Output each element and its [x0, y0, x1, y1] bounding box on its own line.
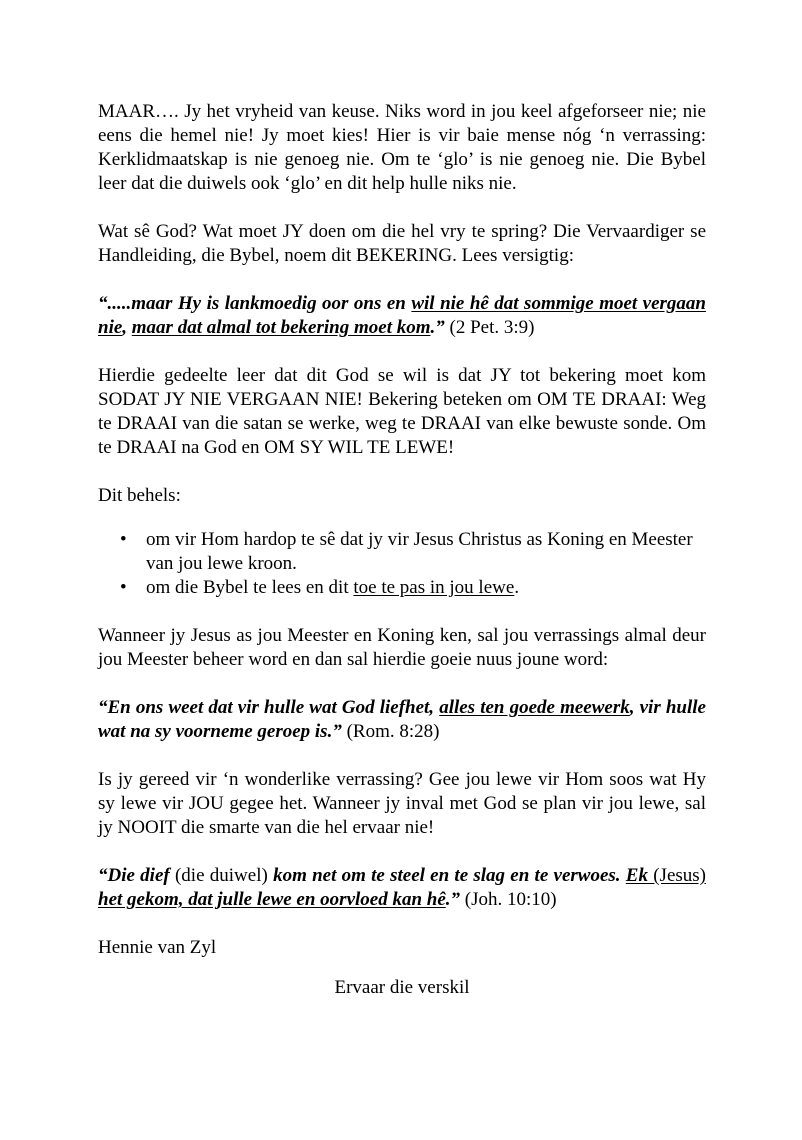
- quote-text: “En ons weet dat vir hulle wat God liefhet,: [98, 697, 440, 718]
- tagline: Ervaar die verskil: [334, 977, 470, 998]
- quote-underlined: het gekom, dat julle lewe en oorvloed kan hê: [98, 889, 446, 910]
- list-item-underlined: toe te pas in jou lewe: [353, 577, 515, 598]
- quote-text: .”: [430, 317, 445, 338]
- paragraph-bekering: Hierdie gedeelte leer dat dit God se wil is dat JY tot bekering moet kom SODAT JY NIE VERGAAN NIE! Bekering beteken om OM TE DRAAI: Weg te DRAAI van die satan se werke, weg te DRAAI van elke bewuste sonde. Om te DRAAI na God en OM SY WIL TE LEWE!: [98, 365, 706, 458]
- bullet-icon: •: [120, 529, 127, 550]
- list-item-text: om die Bybel te lees en dit: [146, 577, 354, 598]
- list-item: [120, 528, 706, 576]
- quote-text: , vir hulle wat na sy voorneme geroep is.”: [98, 697, 706, 742]
- quote-reference: (Joh. 10:10): [460, 889, 557, 910]
- quote-2-pet-3-9: [98, 292, 706, 340]
- quote-rom-8-28: [98, 696, 706, 744]
- list-item-text: om vir Hom hardop te sê dat jy vir Jesus Christus as Koning en Meester van jou lewe kroon.: [146, 529, 693, 574]
- quote-joh-10-10: [98, 864, 706, 912]
- quote-aside: (Jesus): [647, 865, 706, 886]
- quote-text: “.....maar Hy is lankmoedig oor ons en: [98, 293, 412, 314]
- paragraph-question: Wat sê God? Wat moet JY doen om die hel vry te spring? Die Vervaardiger se Handleiding, die Bybel, noem dit BEKERING. Lees versigtig:: [98, 221, 706, 266]
- quote-underlined: alles ten goede meewerk: [439, 697, 630, 718]
- quote-text: “Die dief: [98, 865, 170, 886]
- quote-text: kom net om te steel en te slag en te verwoes.: [273, 865, 626, 886]
- bullet-icon: •: [120, 577, 127, 598]
- quote-underlined: wil nie hê dat sommige moet vergaan nie: [98, 293, 706, 338]
- author-signature: Hennie van Zyl: [98, 937, 217, 958]
- list-item-text: .: [514, 577, 520, 598]
- list-item: [120, 576, 706, 600]
- paragraph-verrassing: Is jy gereed vir ‘n wonderlike verrassing? Gee jou lewe vir Hom soos wat Hy sy lewe vir JOU gegee het. Wanneer jy inval met God se plan vir jou lewe, sal jy NOOIT die smarte van die hel ervaar nie!: [98, 769, 706, 838]
- quote-reference: (Rom. 8:28): [341, 721, 440, 742]
- quote-underlined: Ek: [625, 865, 648, 886]
- quote-text: .”: [445, 889, 461, 910]
- paragraph-meester: Wanneer jy Jesus as jou Meester en Koning ken, sal jou verrassings almal deur jou Meester beheer word en dan sal hierdie goeie nuus joune word:: [98, 625, 706, 670]
- quote-underlined: maar dat almal tot bekering moet kom: [131, 317, 431, 338]
- bullet-list: [98, 528, 706, 600]
- quote-aside: (die duiwel): [169, 865, 274, 886]
- quote-text: ,: [122, 317, 132, 338]
- quote-reference: (2 Pet. 3:9): [444, 317, 535, 338]
- paragraph-intro: MAAR…. Jy het vryheid van keuse. Niks word in jou keel afgeforseer nie; nie eens die hemel nie! Jy moet kies! Hier is vir baie mense nóg ‘n verrassing: Kerklidmaatskap is nie genoeg nie. Om te ‘glo’ is nie genoeg nie. Die Bybel leer dat die duiwels ook ‘glo’ en dit help hulle niks nie.: [98, 101, 706, 194]
- paragraph-dit-behels: Dit behels:: [98, 485, 181, 506]
